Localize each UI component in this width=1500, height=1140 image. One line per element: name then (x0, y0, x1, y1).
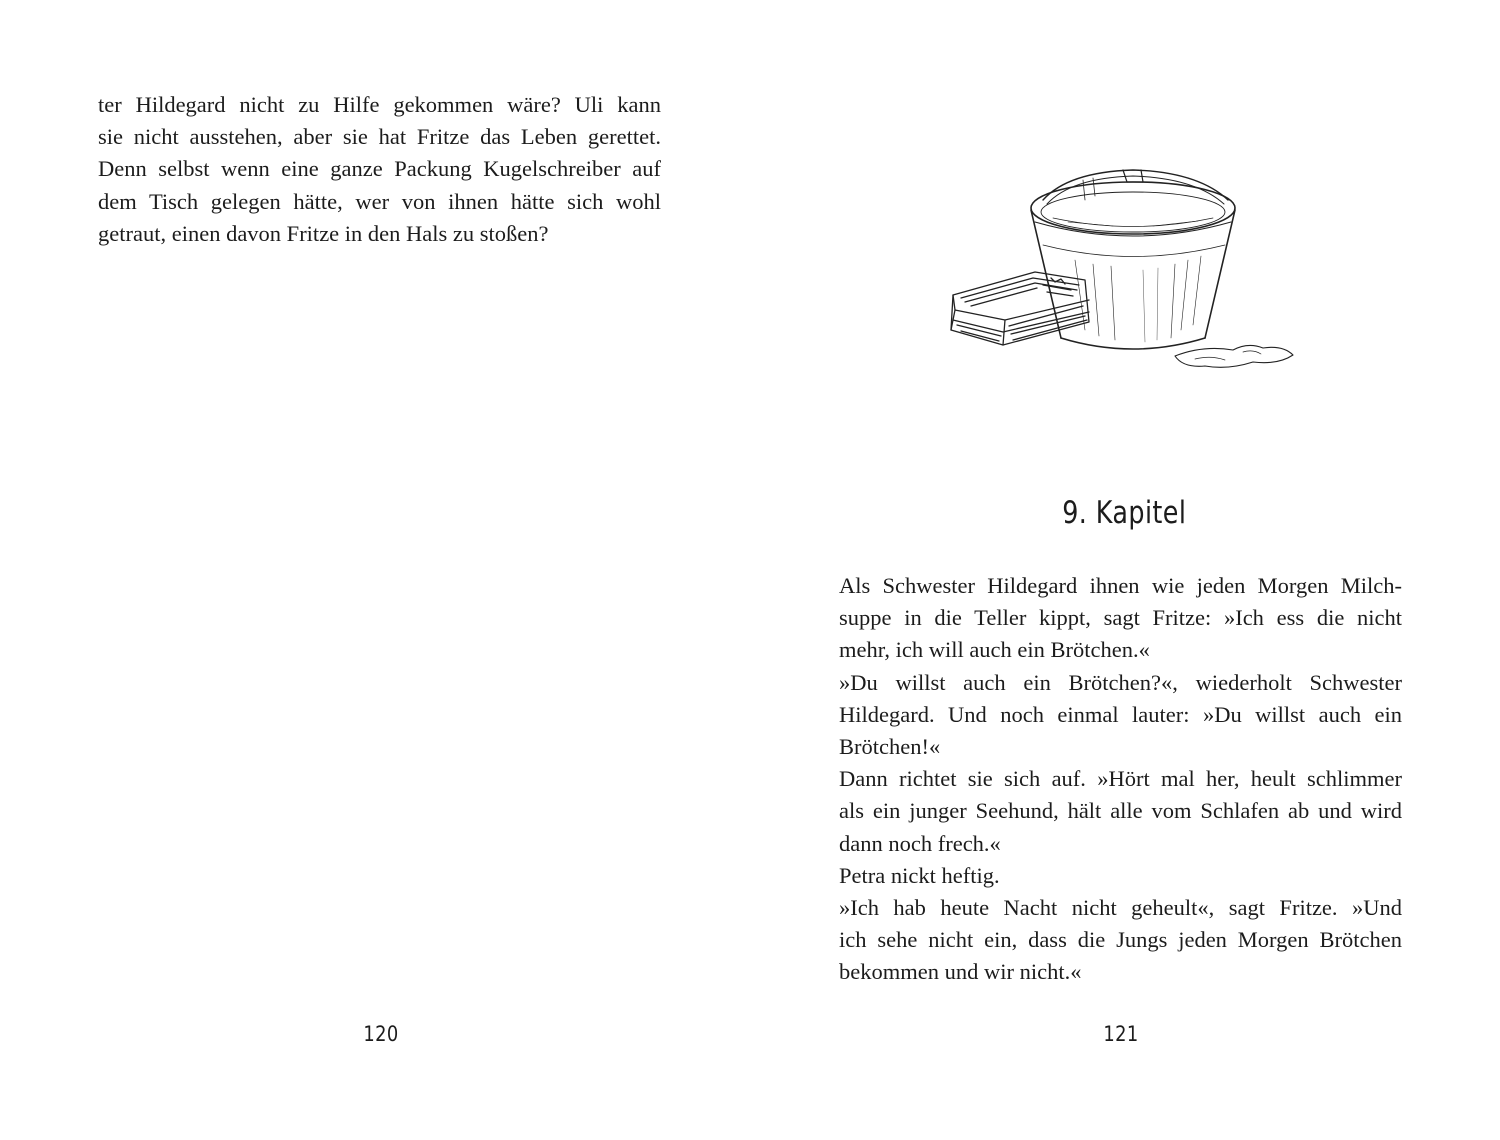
left-page-text (98, 89, 661, 250)
text-line: Hildegard. Und noch einmal lauter: »Du willst auch ein (839, 701, 1402, 727)
water-puddle-icon (1175, 345, 1293, 367)
text-line: suppe in die Teller kippt, sagt Fritze: »Ich ess die nicht (839, 605, 1402, 631)
text-line: mehr, ich will auch ein Brötchen.« (839, 637, 1150, 663)
text-line: ich sehe nicht ein, dass die Jungs jeden Morgen Brötchen (839, 927, 1402, 953)
chapter-title: 9. Kapitel (1062, 495, 1187, 531)
page-number-right: 121 (1103, 1022, 1139, 1046)
paragraph (839, 892, 1402, 989)
text-line: dann noch frech.« (839, 830, 1001, 856)
text-line: ter Hildegard nicht zu Hilfe gekommen wäre? Uli kann (98, 92, 661, 117)
text-line: Dann richtet sie sich auf. »Hört mal her, heult schlimmer (839, 766, 1402, 792)
right-page (750, 0, 1500, 1140)
text-line: »Du willst auch ein Brötchen?«, wiederholt Schwester (839, 669, 1402, 695)
text-line: »Ich hab heute Nacht nicht geheult«, sagt Fritze. »Und (839, 895, 1402, 921)
text-line: Als Schwester Hildegard ihnen wie jeden Morgen Milch- (839, 573, 1402, 598)
paragraph (839, 667, 1402, 764)
text-line: Denn selbst wenn eine ganze Packung Kugelschreiber auf (98, 156, 661, 182)
right-page-text (839, 570, 1402, 989)
text-line: Petra nickt heftig. (839, 862, 1000, 888)
bucket-and-newspapers-sketch (943, 160, 1313, 380)
text-line: sie nicht ausstehen, aber sie hat Fritze das Leben gerettet. (98, 124, 661, 150)
paragraph (98, 89, 661, 250)
newspaper-stack-icon (951, 272, 1089, 345)
paragraph (839, 860, 1402, 892)
text-line: dem Tisch gelegen hätte, wer von ihnen hätte sich wohl (98, 188, 661, 214)
paragraph (839, 763, 1402, 860)
text-line: getraut, einen davon Fritze in den Hals zu stoßen? (98, 220, 549, 246)
paragraph (839, 570, 1402, 667)
page-number-left: 120 (363, 1022, 399, 1046)
text-line: bekommen und wir nicht.« (839, 959, 1082, 985)
text-line: Brötchen!« (839, 734, 941, 760)
text-line: als ein junger Seehund, hält alle vom Schlafen ab und wird (839, 798, 1402, 824)
